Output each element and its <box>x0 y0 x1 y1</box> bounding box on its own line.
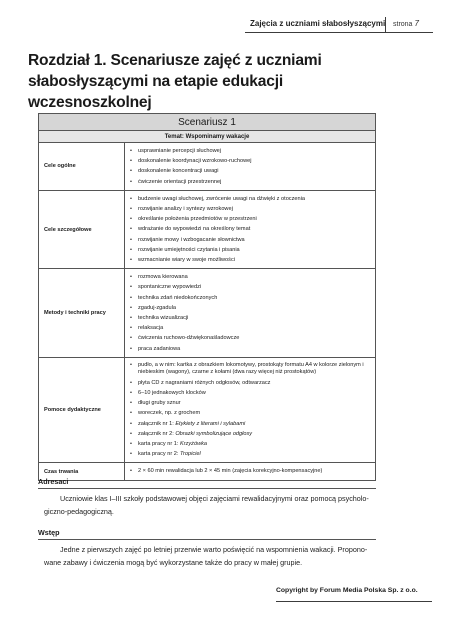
attachment-name: Obrazki symbolizujące odgłosy <box>175 430 253 437</box>
scenario-topic: Temat: Wspominamy wakacje <box>39 131 376 143</box>
footer-rule <box>276 601 432 602</box>
copyright-notice: Copyright by Forum Media Polska Sp. z o.o. <box>276 587 418 594</box>
section-heading-adresaci: Adresaci <box>38 477 69 486</box>
section-heading-wstep: Wstęp <box>38 528 60 537</box>
list-item: • woreczek, np. z grochem <box>130 408 371 418</box>
list-item: • rozwijanie mowy i wzbogacanie słownictwa <box>130 235 371 245</box>
section-rule <box>38 539 376 540</box>
list-item: • 6–10 jednakowych klocków <box>130 388 371 398</box>
table-row <box>39 357 376 463</box>
table-row <box>39 463 376 480</box>
list-item <box>130 449 371 459</box>
list-item: • rozwijanie analizy i syntezy wzrokowej <box>130 204 371 214</box>
list-item <box>130 429 371 439</box>
list-item: • długi gruby sznur <box>130 398 371 408</box>
paragraph-wstep: Jedne z pierwszych zajęć po letniej przerwie warto poświęcić na wspomnienia wakacji. Propono-wane zabawy i ćwiczenia mogą być wykorzystane także do pracy w małej grupie. <box>44 545 368 567</box>
list-item: • budzenie uwagi słuchowej, zwrócenie uwagi na dźwięki z otoczenia <box>130 194 371 204</box>
list-item: • wdrażanie do wypowiedzi na określony temat <box>130 224 371 234</box>
worksheet-prefix: karta pracy nr 1: <box>138 441 180 448</box>
row-items <box>125 463 376 480</box>
list-item: • usprawnianie percepcji słuchowej <box>130 146 371 156</box>
scenario-title: Scenariusz 1 <box>39 114 376 131</box>
row-items <box>125 143 376 191</box>
list-item: • rozwijanie umiejętności czytania i pisania <box>130 245 371 255</box>
page-number: 7 <box>414 19 419 28</box>
worksheet-name: Krzyżówka <box>179 441 208 448</box>
list-item: • pudło, a w nim: kartka z obrazkiem lokomotywy, prostokąty formatu A4 w kolorze zielonym i niebieskim (wagony), czarne z kołami (dwa razy więcej niż prostokątów) <box>130 362 371 376</box>
list-item: • 2 × 60 min rewalidacja lub 2 × 45 min (zajęcia korekcyjno-kompensacyjne) <box>130 466 371 476</box>
table-row <box>39 269 376 358</box>
worksheet-prefix: karta pracy nr 2: <box>138 451 180 458</box>
attachment-name: Etykiety z literami i sylabami <box>175 420 246 427</box>
row-items <box>125 357 376 463</box>
list-item: • rozmowa kierowana <box>130 272 371 282</box>
chapter-title: Rozdział 1. Scenariusze zajęć z uczniami słabosłyszącymi na etapie edukacji wczesnoszkolnej <box>28 52 322 111</box>
page-label: strona <box>393 21 413 28</box>
table-row <box>39 190 376 268</box>
row-label-pomoce: Pomoce dydaktyczne <box>39 357 125 463</box>
list-item: • zgaduj-zgadula <box>130 303 371 313</box>
row-label-cele-ogolne: Cele ogólne <box>39 143 125 191</box>
row-items <box>125 190 376 268</box>
list-item <box>130 439 371 449</box>
running-header-title: Zajęcia z uczniami słabosłyszącymi <box>250 19 386 28</box>
list-item: • technika zdań niedokończonych <box>130 293 371 303</box>
list-item: • doskonalenie koordynacji wzrokowo-ruchowej <box>130 156 371 166</box>
worksheet-name: Tropiciel <box>179 451 201 458</box>
attachment-prefix: załącznik nr 2: <box>138 430 176 437</box>
list-item: • płyta CD z nagraniami różnych odgłosów, odtwarzacz <box>130 378 371 388</box>
list-item: • praca zadaniowa <box>130 344 371 354</box>
list-item: • określanie położenia przedmiotów w przestrzeni <box>130 214 371 224</box>
page-indicator <box>393 19 419 28</box>
list-item: • ćwiczenia ruchowo-dźwiękonaśladowcze <box>130 333 371 343</box>
header-separator <box>385 17 386 32</box>
scenario-table <box>38 113 376 481</box>
list-item: • spontaniczne wypowiedzi <box>130 282 371 292</box>
row-label-czas: Czas trwania <box>39 463 125 480</box>
row-items <box>125 269 376 358</box>
row-label-metody: Metody i techniki pracy <box>39 269 125 358</box>
row-label-cele-szczegolowe: Cele szczegółowe <box>39 190 125 268</box>
list-item: • relaksacja <box>130 323 371 333</box>
list-item <box>130 419 371 429</box>
section-rule <box>38 488 376 489</box>
table-row <box>39 143 376 191</box>
attachment-prefix: załącznik nr 1: <box>138 420 176 427</box>
list-item: • technika wizualizacji <box>130 313 371 323</box>
list-item: • ćwiczenie orientacji przestrzennej <box>130 177 371 187</box>
list-item: • doskonalenie koncentracji uwagi <box>130 166 371 176</box>
paragraph-adresaci: Uczniowie klas I–III szkoły podstawowej objęci zajęciami rewalidacyjnymi oraz pomocą psycholo-giczno-pedagogiczną. <box>44 494 369 516</box>
list-item: • wzmacnianie wiary w swoje możliwości <box>130 255 371 265</box>
